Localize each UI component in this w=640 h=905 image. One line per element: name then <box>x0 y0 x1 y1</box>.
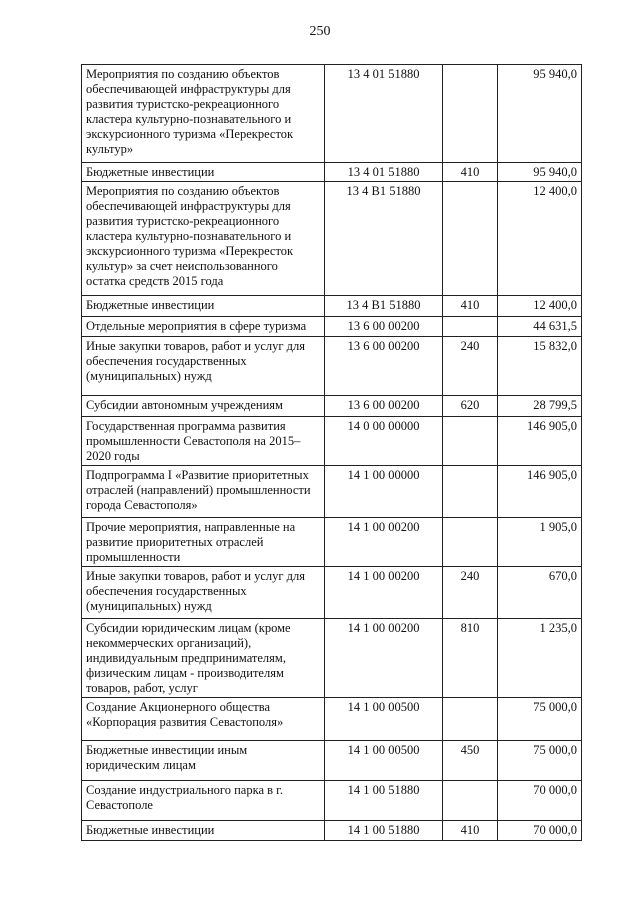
row-amount-cell: 12 400,0 <box>498 296 582 317</box>
row-code-cell: 13 4 01 51880 <box>325 65 443 163</box>
row-code-cell: 13 6 00 00200 <box>325 317 443 337</box>
row-type-cell: 410 <box>443 296 498 317</box>
row-type-cell <box>443 781 498 821</box>
row-amount-cell: 146 905,0 <box>498 466 582 518</box>
row-amount-cell: 1 905,0 <box>498 518 582 567</box>
row-name-cell: Подпрограмма I «Развитие приоритетных отраслей (направлений) промышленности города Севастополя» <box>82 466 325 518</box>
row-type-cell <box>443 518 498 567</box>
row-amount-cell: 75 000,0 <box>498 741 582 781</box>
row-type-cell <box>443 65 498 163</box>
row-name-cell: Субсидии юридическим лицам (кроме некоммерческих организаций), индивидуальным предпринимателям, физическим лицам - производителям товаров, работ, услуг <box>82 619 325 698</box>
row-amount-cell: 15 832,0 <box>498 337 582 396</box>
table-row <box>82 619 582 698</box>
row-name-cell: Мероприятия по созданию объектов обеспечивающей инфраструктуры для развития туристско-рекреационного кластера культурно-познавательного и экскурсионного туризма «Перекресток культур» за счет неиспользованного остатка средств 2015 года <box>82 182 325 296</box>
row-code-cell: 14 1 00 00500 <box>325 698 443 741</box>
table-row <box>82 396 582 417</box>
row-type-cell: 450 <box>443 741 498 781</box>
row-name-cell: Государственная программа развития промышленности Севастополя на 2015–2020 годы <box>82 417 325 466</box>
row-code-cell: 14 1 00 00200 <box>325 619 443 698</box>
row-name-cell: Мероприятия по созданию объектов обеспечивающей инфраструктуры для развития туристско-рекреационного кластера культурно-познавательного и экскурсионного туризма «Перекресток культур» <box>82 65 325 163</box>
row-name-cell: Бюджетные инвестиции <box>82 296 325 317</box>
table-row <box>82 781 582 821</box>
table-row <box>82 518 582 567</box>
row-code-cell: 14 1 00 51880 <box>325 781 443 821</box>
row-amount-cell: 75 000,0 <box>498 698 582 741</box>
table-row <box>82 821 582 841</box>
row-code-cell: 14 1 00 00500 <box>325 741 443 781</box>
row-type-cell: 810 <box>443 619 498 698</box>
table-row <box>82 337 582 396</box>
table-row <box>82 317 582 337</box>
budget-table <box>81 64 582 841</box>
row-type-cell <box>443 417 498 466</box>
table-row <box>82 296 582 317</box>
row-code-cell: 14 0 00 00000 <box>325 417 443 466</box>
row-name-cell: Бюджетные инвестиции <box>82 163 325 182</box>
row-type-cell <box>443 317 498 337</box>
row-type-cell: 410 <box>443 163 498 182</box>
row-amount-cell: 146 905,0 <box>498 417 582 466</box>
row-name-cell: Субсидии автономным учреждениям <box>82 396 325 417</box>
row-name-cell: Бюджетные инвестиции <box>82 821 325 841</box>
table-row <box>82 417 582 466</box>
row-code-cell: 13 6 00 00200 <box>325 337 443 396</box>
row-amount-cell: 70 000,0 <box>498 821 582 841</box>
row-code-cell: 13 4 01 51880 <box>325 163 443 182</box>
row-type-cell <box>443 466 498 518</box>
row-name-cell: Отдельные мероприятия в сфере туризма <box>82 317 325 337</box>
row-type-cell: 410 <box>443 821 498 841</box>
row-type-cell: 620 <box>443 396 498 417</box>
row-type-cell: 240 <box>443 567 498 619</box>
row-amount-cell: 95 940,0 <box>498 65 582 163</box>
row-code-cell: 14 1 00 00200 <box>325 518 443 567</box>
row-name-cell: Иные закупки товаров, работ и услуг для обеспечения государственных (муниципальных) нужд <box>82 567 325 619</box>
row-type-cell <box>443 698 498 741</box>
table-row <box>82 567 582 619</box>
row-name-cell: Бюджетные инвестиции иным юридическим лицам <box>82 741 325 781</box>
table-row <box>82 65 582 163</box>
row-type-cell: 240 <box>443 337 498 396</box>
row-amount-cell: 44 631,5 <box>498 317 582 337</box>
row-code-cell: 14 1 00 00000 <box>325 466 443 518</box>
row-name-cell: Прочие мероприятия, направленные на развитие приоритетных отраслей промышленности <box>82 518 325 567</box>
row-name-cell: Создание индустриального парка в г. Севастополе <box>82 781 325 821</box>
row-code-cell: 13 4 В1 51880 <box>325 296 443 317</box>
row-amount-cell: 70 000,0 <box>498 781 582 821</box>
row-amount-cell: 12 400,0 <box>498 182 582 296</box>
row-code-cell: 13 4 В1 51880 <box>325 182 443 296</box>
table-row <box>82 466 582 518</box>
row-code-cell: 14 1 00 00200 <box>325 567 443 619</box>
row-code-cell: 13 6 00 00200 <box>325 396 443 417</box>
row-name-cell: Создание Акционерного общества «Корпорация развития Севастополя» <box>82 698 325 741</box>
row-amount-cell: 28 799,5 <box>498 396 582 417</box>
table-row <box>82 163 582 182</box>
row-amount-cell: 95 940,0 <box>498 163 582 182</box>
table-row <box>82 741 582 781</box>
table-row <box>82 698 582 741</box>
page-number: 250 <box>309 24 331 39</box>
row-type-cell <box>443 182 498 296</box>
row-amount-cell: 670,0 <box>498 567 582 619</box>
row-code-cell: 14 1 00 51880 <box>325 821 443 841</box>
row-name-cell: Иные закупки товаров, работ и услуг для обеспечения государственных (муниципальных) нужд <box>82 337 325 396</box>
row-amount-cell: 1 235,0 <box>498 619 582 698</box>
table-row <box>82 182 582 296</box>
